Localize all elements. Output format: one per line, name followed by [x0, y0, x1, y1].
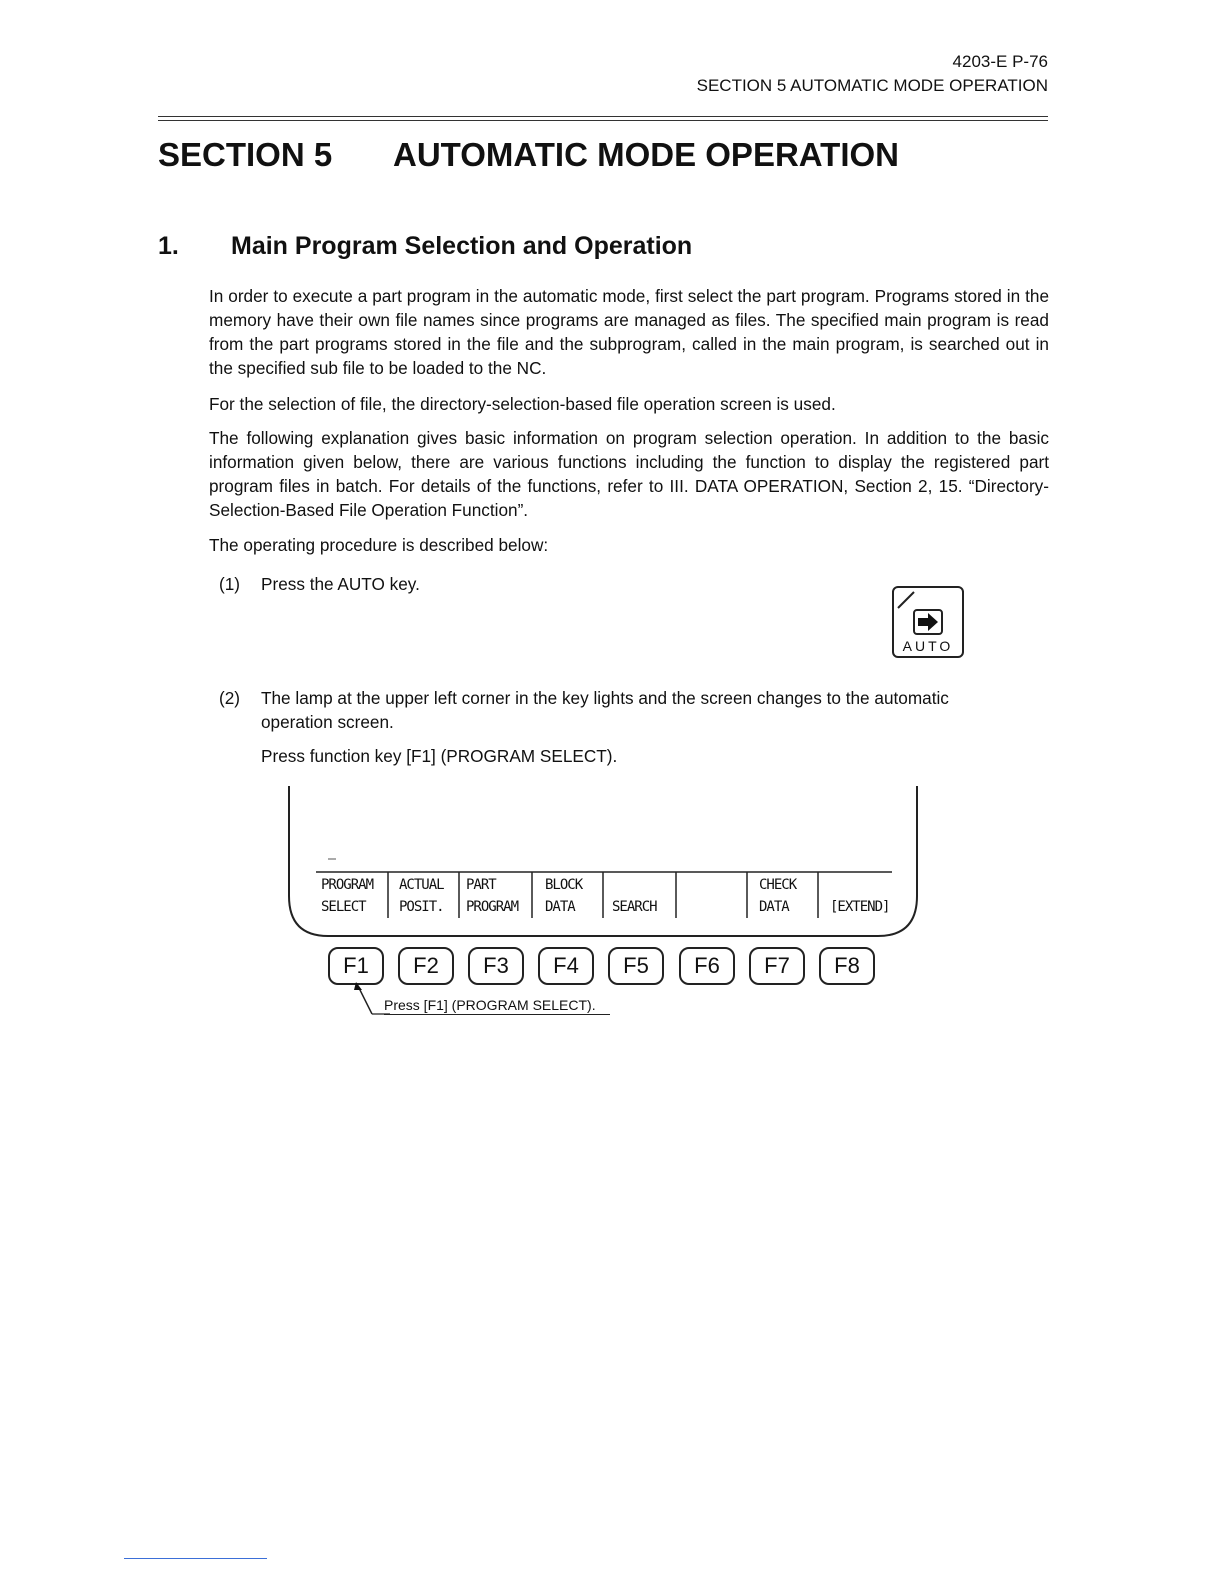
callout-underline	[384, 1014, 610, 1015]
f8-key: F8	[819, 947, 875, 985]
step-2-instruction: Press function key [F1] (PROGRAM SELECT).	[261, 746, 618, 766]
header-rule	[158, 116, 1048, 117]
softkey-label: ACTUAL	[399, 877, 444, 893]
softkey-search	[612, 874, 657, 918]
step-1-text: Press the AUTO key.	[261, 574, 420, 594]
f1-key: F1	[328, 947, 384, 985]
paragraph-procedure: The operating procedure is described below:	[209, 535, 549, 555]
f6-key: F6	[679, 947, 735, 985]
softkey-actual-posit	[399, 874, 444, 918]
paragraph-file-selection: For the selection of file, the directory-selection-based file operation screen is used.	[209, 394, 836, 414]
f4-key: F4	[538, 947, 594, 985]
softkey-label: [EXTEND]	[830, 899, 890, 915]
auto-key	[892, 586, 964, 658]
softkey-label: SEARCH	[612, 899, 657, 915]
f1-callout-note: Press [F1] (PROGRAM SELECT).	[384, 997, 596, 1013]
subsection-title: Main Program Selection and Operation	[231, 232, 693, 260]
page-id: 4203-E P-76	[952, 52, 1048, 71]
step-1-number: (1)	[219, 574, 241, 594]
running-section-title: SECTION 5 AUTOMATIC MODE OPERATION	[696, 76, 1048, 95]
softkey-label: PART	[466, 877, 496, 893]
softkey-label: POSIT.	[399, 899, 444, 915]
softkey-label: PROGRAM	[466, 899, 519, 915]
f7-key: F7	[749, 947, 805, 985]
paragraph-explanation: The following explanation gives basic information on program selection operation. In addition to the basic information given below, there are various functions including the function to display the registered part program files in batch. For details of the functions, refer to III. DATA OPERATION, Section 2, 15. “Directory-Selection-Based File Operation Function”.	[209, 428, 1049, 520]
subsection-number: 1.	[158, 232, 179, 260]
softkey-block-data	[545, 874, 582, 918]
header-rule-2	[158, 120, 1048, 121]
softkey-label	[830, 874, 889, 896]
softkey-label: CHECK	[759, 877, 797, 893]
automatic-operation-screen	[288, 786, 918, 940]
softkey-label: DATA	[545, 899, 575, 915]
section-number: SECTION 5	[158, 136, 333, 173]
softkey-label: DATA	[759, 899, 789, 915]
softkey-program-select	[321, 874, 373, 918]
softkey-extend	[830, 874, 889, 918]
f5-key: F5	[608, 947, 664, 985]
paragraph-intro: In order to execute a part program in the automatic mode, first select the part program. Programs stored in the memory have their own file names since programs are managed as files. The specified main program is read from the part programs stored in the file and the subprogram, called in the main program, is searched out in the specified sub file to be loaded to the NC.	[209, 286, 1049, 378]
section-title: AUTOMATIC MODE OPERATION	[393, 136, 899, 173]
softkey-label: BLOCK	[545, 877, 583, 893]
softkey-label: SELECT	[321, 899, 366, 915]
softkey-label	[612, 874, 657, 896]
softkey-part-program	[466, 874, 518, 918]
f2-key: F2	[398, 947, 454, 985]
softkey-label: PROGRAM	[321, 877, 374, 893]
step-2-number: (2)	[219, 688, 241, 708]
screen-frame	[288, 786, 918, 940]
auto-key-label: AUTO	[902, 638, 954, 654]
f3-key: F3	[468, 947, 524, 985]
footer-rule	[124, 1558, 267, 1559]
softkey-check-data	[759, 874, 796, 918]
step-2-text: The lamp at the upper left corner in the key lights and the screen changes to the automatic operation screen.	[261, 688, 949, 732]
